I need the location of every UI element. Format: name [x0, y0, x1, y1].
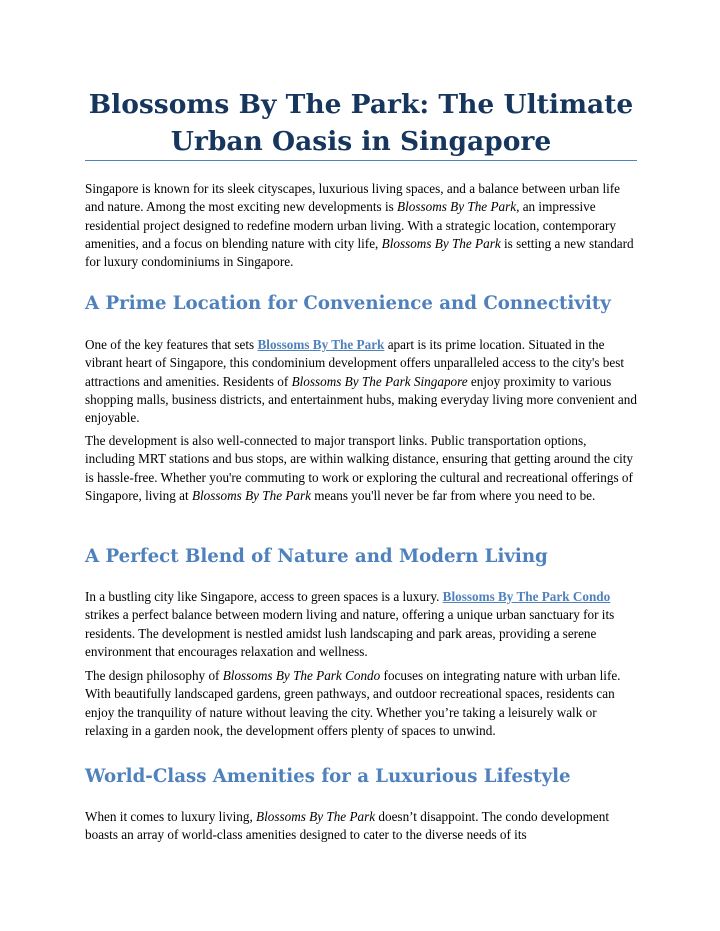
paragraph-text: doesn’t disappoint. The condo development boasts an array of world-class amenities designed to cater to the diverse needs of its: [85, 809, 610, 843]
paragraph-emphasis: Blossoms By The Park Condo: [222, 668, 381, 683]
title-underline: [85, 160, 637, 161]
nature-paragraph-1: [85, 588, 637, 661]
paragraph-text: In a bustling city like Singapore, access to green spaces is a luxury.: [85, 589, 443, 604]
nature-paragraph-2: [85, 667, 637, 740]
paragraph-text: The development is also well-connected to major transport links. Public transportation options, including MRT stations and bus stops, are within walking distance, ensuring that getting around the city is hassle-free. Whether you're commuting to work or exploring the cultural and recreational offerings of Singapore, living at: [85, 433, 633, 503]
intro-emphasis: Blossoms By The Park: [397, 199, 517, 215]
intro-text: , an impressive residential project designed to redefine modern urban living. With a strategic location, contemporary amenities, and a focus on blending nature with city life,: [85, 199, 616, 251]
intro-text: Singapore is known for its sleek cityscapes, luxurious living spaces, and a balance between urban life and nature. Among the most exciting new developments is: [85, 181, 621, 215]
location-paragraph-1: [85, 336, 637, 427]
intro-text: is setting a new standard for luxury condominiums in Singapore.: [85, 235, 634, 270]
paragraph-text: When it comes to luxury living,: [85, 809, 257, 824]
paragraph-emphasis: Blossoms By The Park: [256, 809, 376, 824]
intro-emphasis: Blossoms By The Park: [381, 235, 501, 251]
blossoms-condo-link[interactable]: Blossoms By The Park Condo: [442, 589, 611, 604]
section-heading-amenities: World-Class Amenities for a Luxurious Lifestyle: [85, 766, 571, 787]
page-title: Blossoms By The Park: The Ultimate Urban Oasis in Singapore: [88, 89, 634, 157]
blossoms-link[interactable]: Blossoms By The Park: [257, 337, 385, 352]
section-heading-nature: A Perfect Blend of Nature and Modern Living: [85, 546, 548, 567]
paragraph-text: One of the key features that sets: [85, 337, 258, 352]
paragraph-text: The design philosophy of: [85, 668, 223, 683]
section-heading-location: A Prime Location for Convenience and Connectivity: [85, 293, 611, 314]
paragraph-text: means you'll never be far from where you need to be.: [311, 487, 596, 503]
paragraph-text: apart is its prime location. Situated in the vibrant heart of Singapore, this condominium development offers unparalleled access to the city's best attractions and amenities. Residents of: [85, 337, 625, 389]
paragraph-text: strikes a perfect balance between modern living and nature, offering a unique urban sanctuary for its residents. The development is nestled amidst lush landscaping and park areas, providing a serene environment that encourages relaxation and wellness.: [85, 607, 615, 659]
paragraph-emphasis: Blossoms By The Park: [191, 487, 311, 503]
intro-paragraph: [85, 180, 637, 271]
amenities-paragraph-1: [85, 808, 637, 845]
location-paragraph-2: [85, 432, 637, 505]
paragraph-emphasis: Blossoms By The Park Singapore: [291, 373, 468, 389]
paragraph-text: enjoy proximity to various shopping malls, business districts, and entertainment hubs, making everyday living more convenient and enjoyable.: [85, 373, 637, 426]
paragraph-text: focuses on integrating nature with urban life. With beautifully landscaped gardens, green pathways, and outdoor recreational spaces, residents can enjoy the tranquility of nature without leaving the city. Whether you’re taking a leisurely walk or relaxing in a garden nook, the development offers plenty of spaces to unwind.: [85, 668, 621, 738]
